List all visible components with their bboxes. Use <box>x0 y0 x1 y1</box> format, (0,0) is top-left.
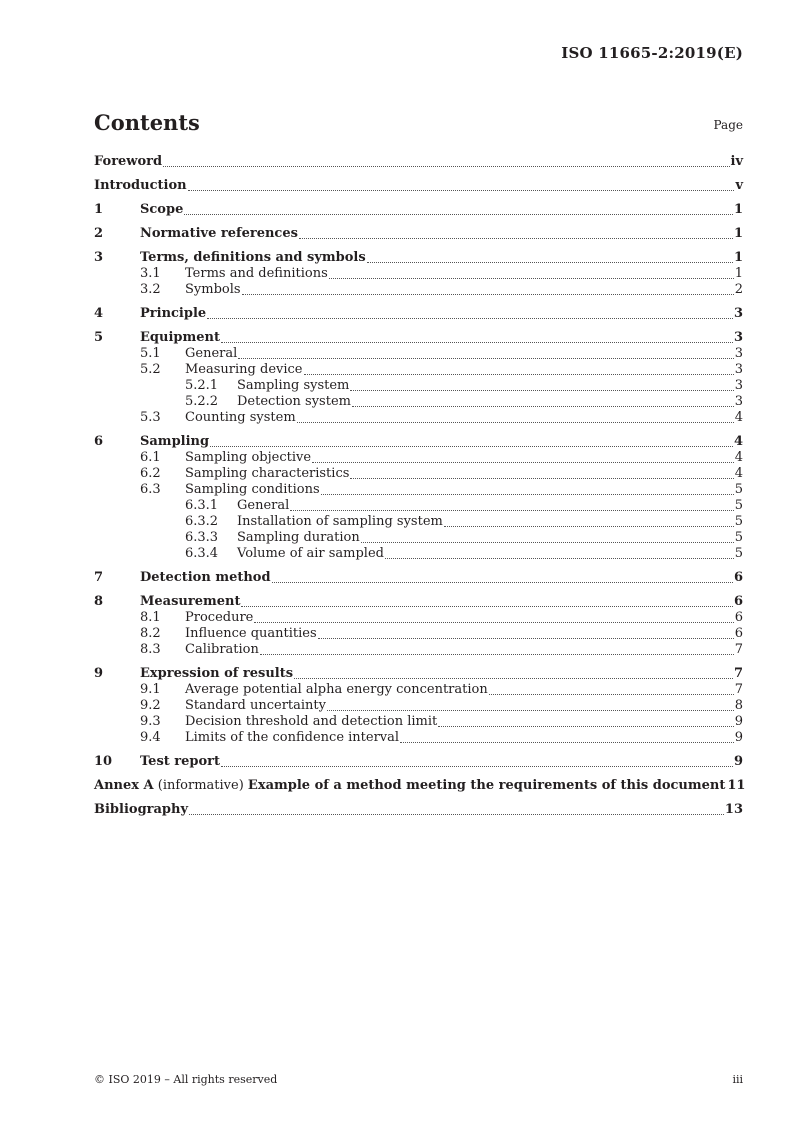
table-of-contents <box>94 154 746 818</box>
leader-dots <box>163 156 729 167</box>
toc-title: Sampling system <box>237 378 350 393</box>
toc-page: 9 <box>733 754 743 769</box>
toc-number: 8.1 <box>140 610 161 625</box>
page-column-label: Page <box>713 118 743 132</box>
toc-entry-8-3[interactable] <box>94 642 743 658</box>
toc-number: 5.2 <box>140 362 161 377</box>
toc-entry-bibliography[interactable] <box>94 802 743 818</box>
toc-entry-2[interactable] <box>94 226 743 242</box>
toc-title: Normative references <box>140 226 298 241</box>
toc-entry-3[interactable] <box>94 250 743 266</box>
toc-number: 8.3 <box>140 642 161 657</box>
toc-entry-1[interactable] <box>94 202 743 218</box>
toc-page: v <box>735 178 743 193</box>
toc-entry-6[interactable] <box>94 434 743 450</box>
toc-page: 7 <box>734 642 743 657</box>
toc-title: General <box>185 346 238 361</box>
leader-dots <box>329 268 734 279</box>
toc-entry-3-2[interactable] <box>94 282 743 298</box>
toc-title: Equipment <box>140 330 220 345</box>
toc-entry-5-2-2[interactable] <box>94 394 743 410</box>
toc-title: Counting system <box>185 410 296 425</box>
toc-number: 3.2 <box>140 282 161 297</box>
toc-title: Sampling <box>140 434 210 449</box>
toc-number: 1 <box>94 202 104 217</box>
toc-title: Average potential alpha energy concentration <box>185 682 488 697</box>
toc-number: 6 <box>94 434 104 449</box>
toc-title: Measurement <box>140 594 241 609</box>
toc-page: 1 <box>734 266 743 281</box>
leader-dots <box>318 628 734 639</box>
toc-number: 9.4 <box>140 730 161 745</box>
toc-title: Installation of sampling system <box>237 514 443 529</box>
toc-page: 3 <box>733 306 743 321</box>
leader-dots <box>438 716 733 727</box>
toc-title: Terms and definitions <box>185 266 328 281</box>
leader-dots <box>184 204 733 215</box>
toc-title: Example of a method meeting the requirements of this document <box>247 778 726 793</box>
leader-dots <box>350 468 733 479</box>
toc-page: 13 <box>724 802 743 817</box>
toc-number: 2 <box>94 226 104 241</box>
toc-page: 3 <box>734 394 743 409</box>
toc-title: Standard uncertainty <box>185 698 327 713</box>
toc-title: Limits of the confidence interval <box>185 730 400 745</box>
toc-page: 7 <box>733 666 743 681</box>
toc-title: Symbols <box>185 282 241 297</box>
leader-dots <box>272 572 733 583</box>
leader-dots <box>489 684 734 695</box>
toc-number: 7 <box>94 570 104 585</box>
toc-number: 6.1 <box>140 450 161 465</box>
leader-dots <box>312 452 734 463</box>
toc-entry-10[interactable] <box>94 754 743 770</box>
toc-number: 6.2 <box>140 466 161 481</box>
toc-entry-6-3-1[interactable] <box>94 498 743 514</box>
leader-dots <box>290 500 733 511</box>
toc-entry-9-2[interactable] <box>94 698 743 714</box>
document-id: ISO 11665-2:2019(E) <box>561 44 743 62</box>
toc-title: Principle <box>140 306 207 321</box>
toc-number: 5.2.1 <box>185 378 219 393</box>
leader-dots <box>297 412 734 423</box>
toc-number: 5.1 <box>140 346 161 361</box>
leader-dots <box>188 180 734 191</box>
toc-page: 11 <box>727 778 746 793</box>
leader-dots <box>299 228 733 239</box>
toc-page: 3 <box>734 362 743 377</box>
toc-number: 5 <box>94 330 104 345</box>
leader-dots <box>367 252 733 263</box>
toc-entry-annex-a[interactable] <box>94 778 746 794</box>
toc-title: Influence quantities <box>185 626 317 641</box>
leader-dots <box>321 484 734 495</box>
leader-dots <box>350 380 733 391</box>
toc-title: Sampling characteristics <box>185 466 350 481</box>
toc-page: 9 <box>734 714 743 729</box>
leader-dots <box>242 284 734 295</box>
toc-page: 6 <box>734 610 743 625</box>
toc-title: Procedure <box>185 610 254 625</box>
leader-dots <box>238 348 733 359</box>
toc-page: 6 <box>734 626 743 641</box>
toc-number: 5.2.2 <box>185 394 219 409</box>
toc-page: 5 <box>734 530 743 545</box>
toc-entry-6-3-3[interactable] <box>94 530 743 546</box>
toc-page: 5 <box>734 546 743 561</box>
toc-entry-5-2[interactable] <box>94 362 743 378</box>
toc-number: 8 <box>94 594 104 609</box>
toc-number: 9.2 <box>140 698 161 713</box>
toc-entry-6-3-2[interactable] <box>94 514 743 530</box>
toc-number: 8.2 <box>140 626 161 641</box>
toc-entry-9-1[interactable] <box>94 682 743 698</box>
toc-entry-5[interactable] <box>94 330 743 346</box>
leader-dots <box>327 700 734 711</box>
leader-dots <box>385 548 734 559</box>
toc-title: Decision threshold and detection limit <box>185 714 438 729</box>
toc-number: 6.3.2 <box>185 514 219 529</box>
toc-entry-5-3[interactable] <box>94 410 743 426</box>
toc-entry-6-3-4[interactable] <box>94 546 743 562</box>
toc-number: 10 <box>94 754 113 769</box>
leader-dots <box>221 756 733 767</box>
leader-dots <box>241 596 732 607</box>
toc-number: 9.1 <box>140 682 161 697</box>
toc-number: 9.3 <box>140 714 161 729</box>
toc-number: 6.3 <box>140 482 161 497</box>
toc-title: Expression of results <box>140 666 294 681</box>
annex-label: Annex A <box>94 778 154 793</box>
toc-page: iv <box>730 154 743 169</box>
toc-entry-6-1[interactable] <box>94 450 743 466</box>
toc-entry-5-1[interactable] <box>94 346 743 362</box>
toc-number: 6.3.3 <box>185 530 219 545</box>
copyright-notice: © ISO 2019 – All rights reserved <box>94 1073 278 1086</box>
toc-entry-7[interactable] <box>94 570 743 586</box>
toc-title: Scope <box>140 202 184 217</box>
toc-page: 1 <box>733 250 743 265</box>
toc-title: Sampling duration <box>237 530 360 545</box>
toc-title: Terms, definitions and symbols <box>140 250 366 265</box>
toc-page: 2 <box>734 282 743 297</box>
toc-page: 6 <box>733 570 743 585</box>
toc-title: Introduction <box>94 178 187 193</box>
toc-number: 5.3 <box>140 410 161 425</box>
toc-page: 7 <box>734 682 743 697</box>
toc-page: 1 <box>733 202 743 217</box>
toc-page: 9 <box>734 730 743 745</box>
leader-dots <box>400 732 734 743</box>
contents-heading: Contents <box>94 110 200 135</box>
toc-title: Detection method <box>140 570 271 585</box>
toc-entry-6-2[interactable] <box>94 466 743 482</box>
leader-dots <box>260 644 734 655</box>
toc-entry-3-1[interactable] <box>94 266 743 282</box>
toc-page: 8 <box>734 698 743 713</box>
toc-number: 6.3.4 <box>185 546 219 561</box>
toc-title: Test report <box>140 754 221 769</box>
leader-dots <box>189 804 724 815</box>
leader-dots <box>207 308 733 319</box>
toc-entry-9-3[interactable] <box>94 714 743 730</box>
toc-page: 1 <box>733 226 743 241</box>
leader-dots <box>444 516 734 527</box>
toc-number: 3.1 <box>140 266 161 281</box>
toc-entry-8[interactable] <box>94 594 743 610</box>
leader-dots <box>304 364 734 375</box>
toc-number: 3 <box>94 250 104 265</box>
leader-dots <box>352 396 734 407</box>
annex-type: (informative) <box>153 778 248 793</box>
toc-page: 4 <box>734 450 743 465</box>
toc-page: 6 <box>733 594 743 609</box>
leader-dots <box>361 532 734 543</box>
toc-title: General <box>237 498 290 513</box>
leader-dots <box>210 436 733 447</box>
leader-dots <box>254 612 733 623</box>
toc-title: Sampling conditions <box>185 482 320 497</box>
toc-title: Foreword <box>94 154 163 169</box>
toc-entry-9[interactable] <box>94 666 743 682</box>
toc-entry-5-2-1[interactable] <box>94 378 743 394</box>
toc-page: 4 <box>734 410 743 425</box>
toc-page: 3 <box>734 378 743 393</box>
toc-page: 3 <box>733 330 743 345</box>
toc-title: Detection system <box>237 394 351 409</box>
toc-title: Measuring device <box>185 362 303 377</box>
toc-title: Calibration <box>185 642 259 657</box>
leader-dots <box>221 332 733 343</box>
toc-page: 4 <box>734 466 743 481</box>
toc-entry-9-4[interactable] <box>94 730 743 746</box>
toc-entry-introduction[interactable] <box>94 178 743 194</box>
toc-title: Volume of air sampled <box>237 546 384 561</box>
toc-entry-6-3[interactable] <box>94 482 743 498</box>
leader-dots <box>294 668 733 679</box>
toc-entry-8-1[interactable] <box>94 610 743 626</box>
page-number: iii <box>732 1073 743 1086</box>
toc-number: 6.3.1 <box>185 498 219 513</box>
toc-page: 5 <box>734 514 743 529</box>
toc-title: Sampling objective <box>185 450 312 465</box>
toc-entry-4[interactable] <box>94 306 743 322</box>
toc-page: 5 <box>734 482 743 497</box>
toc-entry-8-2[interactable] <box>94 626 743 642</box>
toc-page: 3 <box>734 346 743 361</box>
toc-page: 5 <box>734 498 743 513</box>
toc-number: 9 <box>94 666 104 681</box>
toc-entry-foreword[interactable] <box>94 154 743 170</box>
toc-page: 4 <box>733 434 743 449</box>
toc-title: Bibliography <box>94 802 189 817</box>
toc-number: 4 <box>94 306 104 321</box>
